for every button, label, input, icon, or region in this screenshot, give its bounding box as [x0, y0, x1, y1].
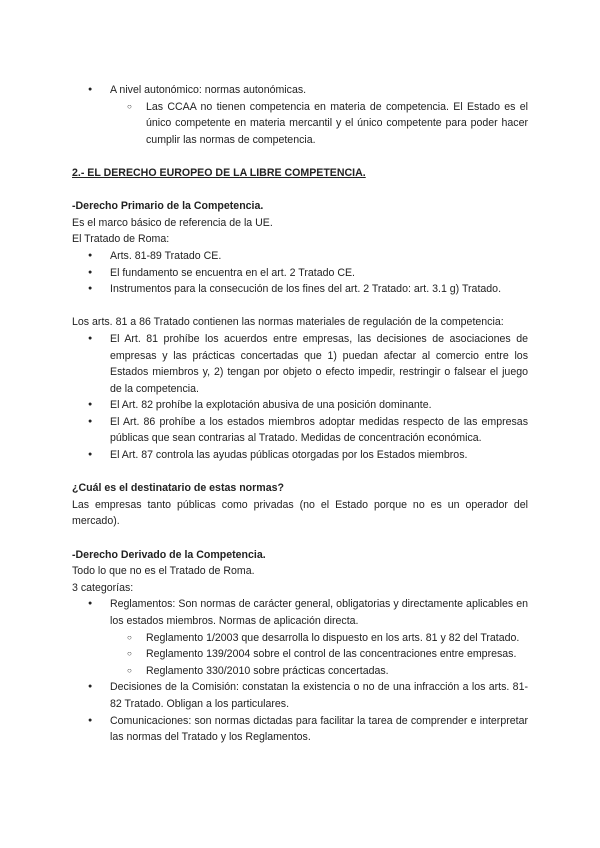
- list-item: ● Reglamentos: Son normas de carácter general, obligatorias y directamente aplicables en los estados miembros. Normas de aplicación directa.: [72, 596, 528, 629]
- list-item: [72, 82, 528, 99]
- list-item: ● Comunicaciones: son normas dictadas para facilitar la tarea de comprender e interpretar las normas del Tratado y los Reglamentos.: [72, 713, 528, 746]
- list-item: ● El Art. 86 prohíbe a los estados miembros adoptar medidas respecto de las empresas públicas que sean contrarias al Tratado. Medidas de concentración económica.: [72, 414, 528, 447]
- destinatario-answer: Las empresas tanto públicas como privadas (no el Estado porque no es un operador del mercado).: [72, 498, 528, 528]
- primario-line1: Es el marco básico de referencia de la UE.: [72, 216, 273, 229]
- bullet-text: A nivel autonómico: normas autonómicas.: [110, 84, 307, 96]
- derivado-list: [72, 596, 528, 745]
- sub-list-item: ○ Reglamento 139/2004 sobre el control de las concentraciones entre empresas.: [72, 646, 528, 663]
- list-item: ● El Art. 82 prohíbe la explotación abusiva de una posición dominante.: [72, 397, 528, 414]
- list-item: ● Decisiones de la Comisión: constatan la existencia o no de una infracción a los arts. 81-82 Tratado. Obligan a los particulares.: [72, 679, 528, 712]
- destinatario-question: ¿Cuál es el destinatario de estas normas?: [72, 482, 284, 495]
- sub-bullet-text: Las CCAA no tienen competencia en materia de competencia. El Estado es el único competente en materia mercantil y el único competente para poder hacer cumplir las normas de competencia.: [146, 100, 528, 146]
- derivado-line1: Todo lo que no es el Tratado de Roma.: [72, 565, 255, 578]
- section-title: 2.- EL DERECHO EUROPEO DE LA LIBRE COMPETENCIA.: [72, 166, 366, 179]
- primario-list: [72, 248, 528, 298]
- derivado-heading: -Derecho Derivado de la Competencia.: [72, 548, 266, 561]
- sub-list-item: [72, 99, 528, 149]
- list-item: ● El Art. 87 controla las ayudas públicas otorgadas por los Estados miembros.: [72, 447, 528, 464]
- sub-list-item: ○ Reglamento 1/2003 que desarrolla lo dispuesto en los arts. 81 y 82 del Tratado.: [72, 630, 528, 647]
- derivado-line2: 3 categorías:: [72, 581, 134, 594]
- list-item: ● Instrumentos para la consecución de los fines del art. 2 Tratado: art. 3.1 g) Tratado.: [72, 281, 528, 298]
- top-list: [72, 82, 528, 148]
- arts-intro: Los arts. 81 a 86 Tratado contienen las normas materiales de regulación de la competencia:: [72, 316, 504, 329]
- list-item: ● El fundamento se encuentra en el art. 2 Tratado CE.: [72, 265, 528, 282]
- primario-heading: -Derecho Primario de la Competencia.: [72, 200, 264, 213]
- arts-list: [72, 331, 528, 464]
- sub-list-item: ○ Reglamento 330/2010 sobre prácticas concertadas.: [72, 663, 528, 680]
- list-item: ● El Art. 81 prohíbe los acuerdos entre empresas, las decisiones de asociaciones de empresas y las prácticas concertadas que 1) puedan afectar al comercio entre los Estados miembros y, 2) tengan por objeto o efecto impedir, restringir o falsear el juego de la competencia.: [72, 331, 528, 397]
- primario-line2: El Tratado de Roma:: [72, 233, 170, 246]
- list-item: ● Arts. 81-89 Tratado CE.: [72, 248, 528, 265]
